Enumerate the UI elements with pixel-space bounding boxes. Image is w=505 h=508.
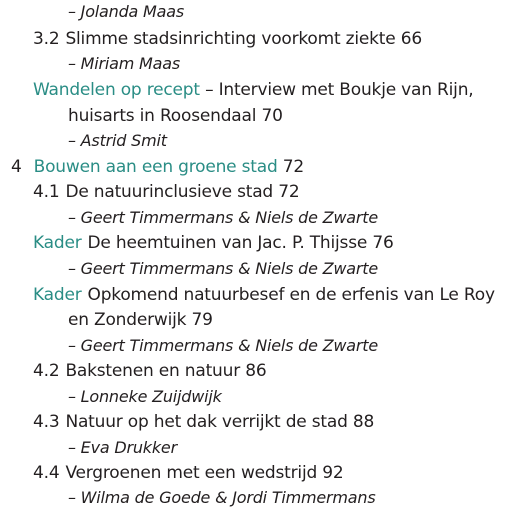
toc-entry-wandelen[interactable] (33, 80, 473, 100)
feature-title-continued: huisarts in Roosendaal (68, 106, 257, 126)
author-name: – Geert Timmermans & Niels de Zwarte (68, 259, 378, 278)
feature-label: Wandelen op recept (33, 80, 200, 100)
kader-title: De heemtuinen van Jac. P. Thijsse (87, 233, 368, 253)
toc-entry-kader-continuation (68, 310, 213, 330)
toc-entry-4-3[interactable] (33, 412, 374, 432)
kader-title: Opkomend natuurbesef en de erfenis van Le Roy (87, 285, 495, 305)
section-number: 4.3 (33, 412, 60, 432)
toc-entry-kader-heemtuinen[interactable] (33, 233, 394, 253)
kader-title-continued: en Zonderwijk (68, 310, 187, 330)
author-name: – Geert Timmermans & Niels de Zwarte (68, 336, 378, 355)
section-number: 4.1 (33, 182, 60, 202)
author-name: – Jolanda Maas (68, 2, 184, 21)
page-number: 79 (191, 310, 213, 330)
toc-author-line (68, 131, 167, 151)
section-number: 3.2 (33, 29, 60, 49)
section-title: De natuurinclusieve stad (65, 182, 274, 202)
toc-entry-4-2[interactable] (33, 361, 266, 381)
page-number: 70 (261, 106, 283, 126)
toc-author-line (68, 54, 180, 74)
author-name: – Geert Timmermans & Niels de Zwarte (68, 208, 378, 227)
toc-author-line (68, 2, 184, 22)
toc-author-line (68, 208, 378, 228)
kader-label: Kader (33, 285, 82, 305)
toc-author-line (68, 259, 378, 279)
toc-entry-wandelen-continuation (68, 106, 283, 126)
page-number: 72 (278, 182, 300, 202)
toc-entry-4-4[interactable] (33, 463, 344, 483)
toc-chapter-4[interactable] (11, 157, 304, 177)
page-number: 88 (352, 412, 375, 432)
section-title: Slimme stadsinrichting voorkomt ziekte (65, 29, 396, 49)
chapter-number: 4 (11, 157, 22, 177)
toc-author-line (68, 387, 222, 407)
feature-title: – Interview met Boukje van Rijn, (199, 80, 474, 100)
author-name: – Miriam Maas (68, 54, 180, 73)
toc-entry-4-1[interactable] (33, 182, 299, 202)
author-name: – Lonneke Zuijdwijk (68, 387, 222, 406)
page-number: 86 (245, 361, 267, 381)
page-number: 92 (322, 463, 344, 483)
author-name: – Wilma de Goede & Jordi Timmermans (68, 488, 376, 507)
toc-entry-3-2[interactable] (33, 29, 422, 49)
toc-author-line (68, 488, 376, 508)
kader-label: Kader (33, 233, 82, 253)
section-title: Bakstenen en natuur (65, 361, 240, 381)
section-number: 4.4 (33, 463, 60, 483)
section-number: 4.2 (33, 361, 60, 381)
chapter-title: Bouwen aan een groene stad (33, 157, 278, 177)
toc-author-line (68, 438, 177, 458)
toc-entry-kader-natuurbesef[interactable] (33, 285, 495, 305)
page-number: 72 (282, 157, 305, 177)
section-title: Natuur op het dak verrijkt de stad (65, 412, 348, 432)
page-number: 76 (372, 233, 394, 253)
page-number: 66 (400, 29, 422, 49)
author-name: – Eva Drukker (68, 438, 177, 457)
toc-author-line (68, 336, 378, 356)
section-title: Vergroenen met een wedstrijd (65, 463, 318, 483)
author-name: – Astrid Smit (68, 131, 167, 150)
